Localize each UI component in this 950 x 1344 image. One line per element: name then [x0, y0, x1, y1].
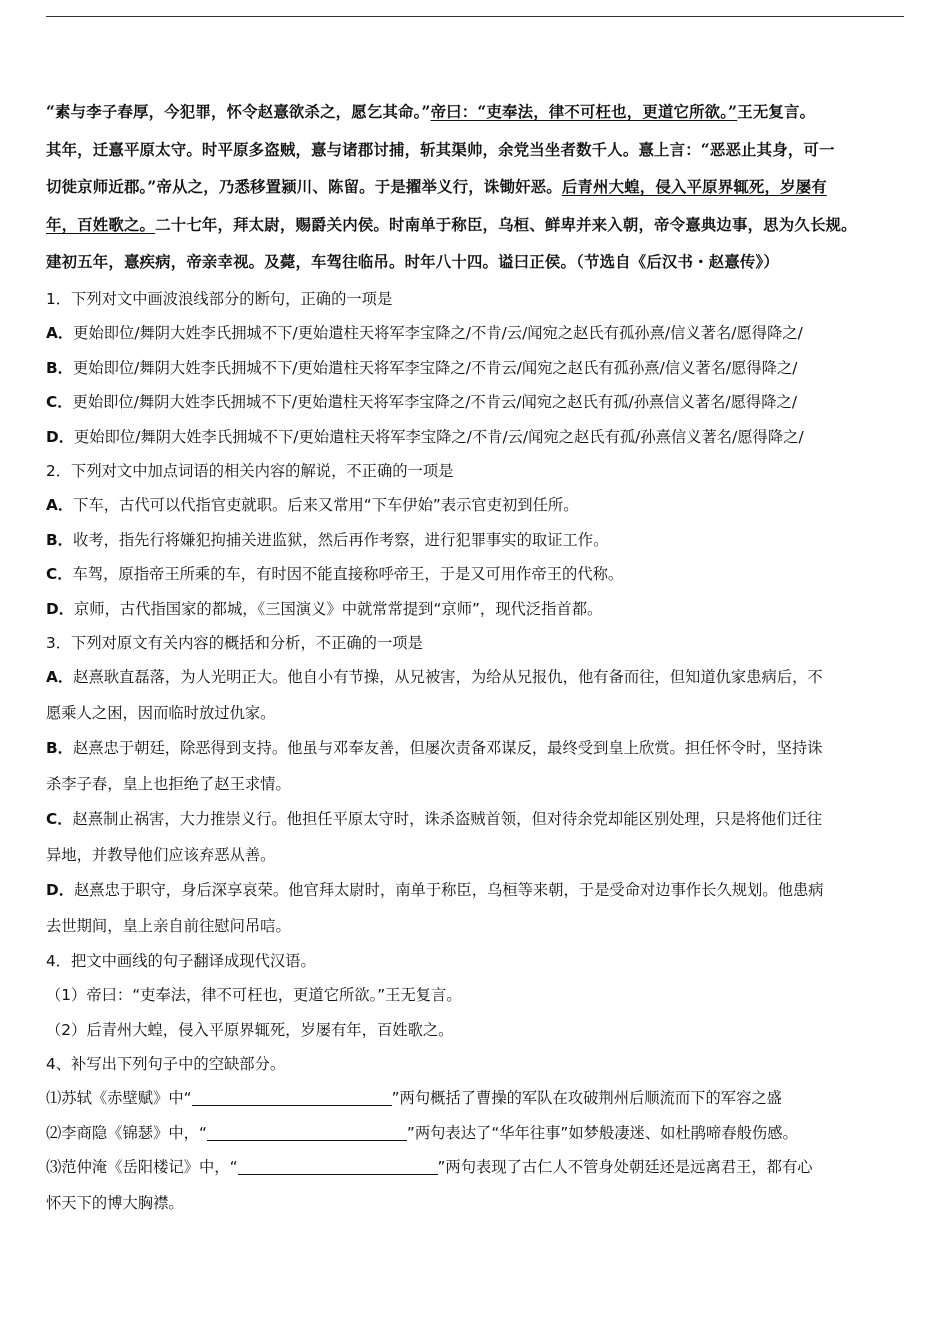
passage [46, 94, 916, 282]
fill-item [46, 1150, 916, 1186]
option-key: C． [46, 810, 73, 828]
option-key: A． [46, 496, 74, 514]
option-d[interactable] [46, 420, 916, 455]
option-b[interactable] [46, 351, 916, 386]
option-text: 赵熹制止祸害，大力推崇义行。他担任平原太守时，诛杀盗贼首领，但对待余党却能区别处理，只是将他们迁往 [72, 810, 823, 828]
answer-blank[interactable] [192, 1088, 392, 1106]
fill-pre: ⑶范仲淹《岳阳楼记》中，“ [46, 1158, 238, 1176]
answer-blank[interactable] [238, 1157, 438, 1175]
option-key: B． [46, 739, 73, 757]
option-text: 收考，指先行将嫌犯拘捕关进监狱，然后再作考察，进行犯罪事实的取证工作。 [72, 530, 609, 549]
option-a[interactable] [46, 660, 916, 731]
option-b[interactable] [46, 731, 916, 802]
option-key: C． [46, 393, 73, 411]
option-text: 京师，古代指国家的都城，《三国演义》中就常常提到“京师”，现代泛指首都。 [74, 599, 603, 618]
fill-item [46, 1116, 916, 1151]
questions [46, 282, 916, 1221]
question-stem: 1．下列对文中画波浪线部分的断句，正确的一项是 [46, 290, 393, 308]
passage-line [46, 132, 916, 170]
option-text: 赵熹忠于朝廷，除恶得到支持。他虽与邓奉友善，但屡次责备邓谋反，最终受到皇上欣赏。担任怀令时，坚持诛 [72, 739, 823, 757]
fill-post: ”两句概括了曹操的军队在攻破荆州后顺流而下的军容之盛 [391, 1089, 782, 1107]
option-key: A． [46, 668, 74, 686]
question-stem: 4．把文中画线的句子翻译成现代汉语。 [46, 952, 316, 970]
passage-text: 建初五年，憙疾病，帝亲幸视。及薨，车驾往临吊。时年八十四。谥曰正侯。（节选自《后汉书・赵憙传》） [46, 253, 779, 271]
option-text: 更始即位/舞阴大姓李氏拥城不下/更始遣柱天将军李宝降之/不肯云/闻宛之赵氏有孤/孙熹信义著名/愿得降之/ [72, 393, 797, 411]
passage-line [46, 169, 916, 207]
option-key: D． [46, 427, 74, 446]
option-text: 更始即位/舞阴大姓李氏拥城不下/更始遣柱天将军李宝降之/不肯/云/闻宛之赵氏有孤孙熹/信义著名/愿得降之/ [73, 324, 803, 342]
fill-item [46, 1081, 916, 1116]
option-a[interactable] [46, 316, 916, 351]
option-text-cont: 异地，并教导他们应该弃恶从善。 [46, 845, 276, 864]
answer-blank[interactable] [207, 1123, 407, 1141]
passage-text: 切徙京师近郡。”帝从之，乃悉移置颍川、陈留。于是擢举义行，诛锄奸恶。 [46, 178, 562, 196]
underlined-sentence: 帝曰：“吏奉法，律不可枉也，更道它所欲。” [430, 103, 738, 121]
option-text: 更始即位/舞阴大姓李氏拥城不下/更始遣柱天将军李宝降之/不肯/云/闻宛之赵氏有孤/孙熹信义著名/愿得降之/ [74, 427, 804, 446]
option-key: B． [46, 530, 73, 549]
option-key: B． [46, 358, 73, 377]
option-text: 赵熹忠于职守，身后深享哀荣。他官拜太尉时，南单于称臣，乌桓等来朝，于是受命对边事作长久规划。他患病 [74, 881, 824, 899]
option-text-cont: 去世期间，皇上亲自前往慰问吊唁。 [46, 916, 291, 935]
option-key: C． [46, 565, 73, 583]
option-text: 赵熹耿直磊落，为人光明正大。他自小有节操，从兄被害，为给从兄报仇，他有备而往，但知道仇家患病后，不 [73, 668, 823, 686]
passage-line [46, 94, 916, 132]
fill-post: ”两句表现了古仁人不管身处朝廷还是远离君王，都有心 [437, 1158, 813, 1176]
passage-text: 二十七年，拜太尉，赐爵关内侯。时南单于称臣，乌桓、鲜卑并来入朝，帝令憙典边事，思为久长规。 [155, 215, 857, 234]
fill-item-cont: 怀天下的博大胸襟。 [46, 1193, 184, 1212]
passage-line [46, 207, 916, 245]
question-stem: 2．下列对文中加点词语的相关内容的解说，不正确的一项是 [46, 462, 454, 480]
option-key: D． [46, 599, 74, 618]
option-text: 更始即位/舞阴大姓李氏拥城不下/更始遣柱天将军李宝降之/不肯云/闻宛之赵氏有孤孙熹/信义著名/愿得降之/ [72, 358, 798, 377]
translate-item: （2）后青州大蝗，侵入平原界辄死，岁屡有年，百姓歌之。 [46, 1020, 454, 1039]
fill-pre: ⑴苏轼《赤壁赋》中“ [46, 1089, 192, 1107]
passage-text: 王无复言。 [737, 103, 816, 121]
passage-text: “素与李子春厚，今犯罪，怀令赵憙欲杀之，愿乞其命。” [46, 103, 431, 121]
fill-pre: ⑵李商隐《锦瑟》中，“ [46, 1123, 207, 1142]
translate-item: （1）帝曰：“吏奉法，律不可枉也，更道它所欲。”王无复言。 [46, 986, 462, 1004]
option-c[interactable] [46, 385, 916, 420]
option-text-cont: 杀李子春，皇上也拒绝了赵王求情。 [46, 774, 291, 793]
option-b[interactable] [46, 523, 916, 558]
underlined-sentence: 后青州大蝗，侵入平原界辄死，岁屡有 [561, 178, 827, 196]
option-text-cont: 愿乘人之困，因而临时放过仇家。 [46, 703, 276, 722]
option-text: 车驾，原指帝王所乘的车，有时因不能直接称呼帝王，于是又可用作帝王的代称。 [72, 565, 624, 583]
passage-text: 其年，迁憙平原太守。时平原多盗贼，憙与诸郡讨捕，斩其渠帅，余党当坐者数千人。憙上言：“恶恶止其身，可一 [46, 140, 835, 159]
option-d[interactable] [46, 592, 916, 627]
question-stem: 3．下列对原文有关内容的概括和分析，不正确的一项是 [46, 634, 423, 652]
underlined-sentence: 年，百姓歌之。 [46, 215, 156, 234]
option-key: D． [46, 881, 74, 899]
option-text: 下车，古代可以代指官吏就职。后来又常用“下车伊始”表示官吏初到任所。 [73, 496, 579, 514]
option-c[interactable] [46, 557, 916, 592]
fill-stem: 4、补写出下列句子中的空缺部分。 [46, 1055, 286, 1073]
option-d[interactable] [46, 873, 916, 944]
option-c[interactable] [46, 802, 916, 873]
passage-line [46, 244, 916, 282]
option-key: A． [46, 324, 74, 342]
fill-post: ”两句表达了“华年往事”如梦般凄迷、如杜鹃啼春般伤感。 [406, 1123, 798, 1142]
option-a[interactable] [46, 488, 916, 523]
header-rule [46, 16, 904, 17]
